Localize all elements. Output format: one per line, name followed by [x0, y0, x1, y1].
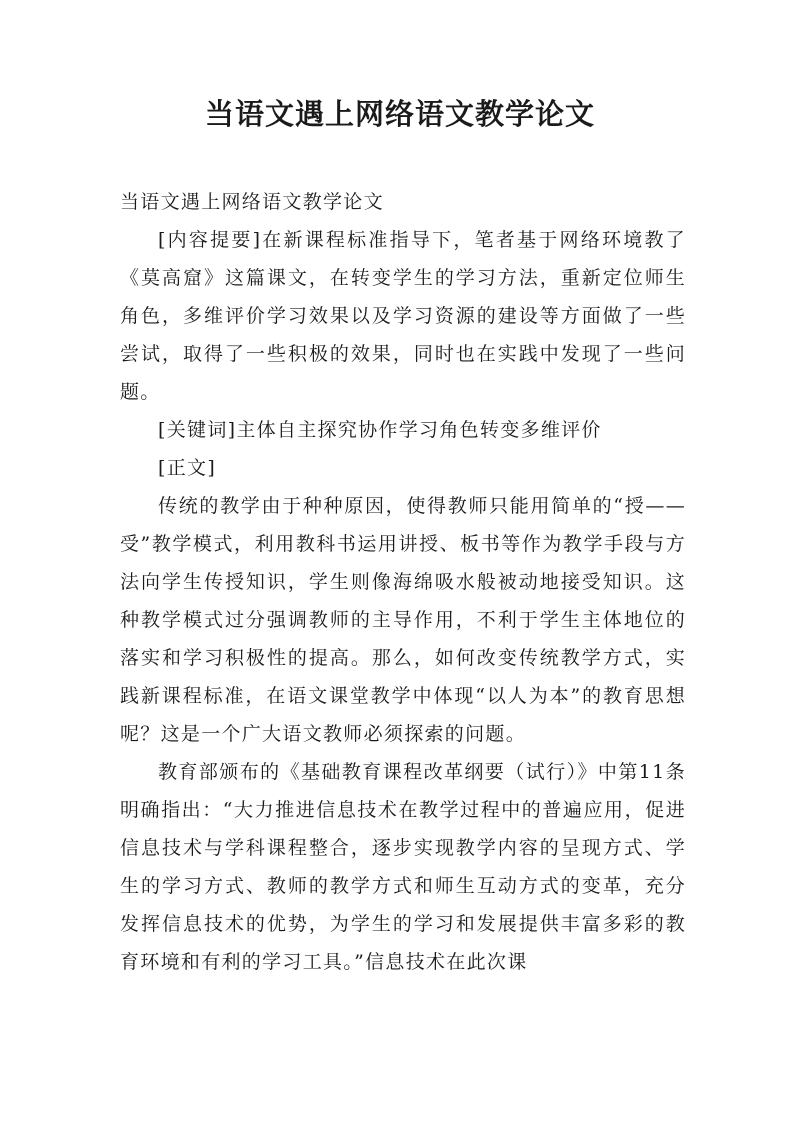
document-body	[120, 183, 686, 981]
document-title: 当语文遇上网络语文教学论文	[204, 97, 595, 131]
paragraph: [关键词]主体自主探究协作学习角色转变多维评价	[158, 419, 602, 441]
paragraph: 当语文遇上网络语文教学论文	[120, 191, 384, 213]
paragraph: [内容提要]在新课程标准指导下，笔者基于网络环境教了《莫高窟》这篇课文，在转变学生的学习方法，重新定位师生角色，多维评价学习效果以及学习资源的建设等方面做了一些尝试，取得了一些积极的效果，同时也在实践中发现了一些问题。	[120, 229, 686, 403]
paragraph: [正文]	[158, 457, 217, 479]
paragraph: 传统的教学由于种种原因，使得教师只能用简单的“授——受”教学模式，利用教科书运用讲授、板书等作为教学手段与方法向学生传授知识，学生则像海绵吸水般被动地接受知识。这种教学模式过分强调教师的主导作用，不利于学生主体地位的落实和学习积极性的提高。那么，如何改变传统教学方式，实践新课程标准，在语文课堂教学中体现“以人为本”的教育思想呢？这是一个广大语文教师必须探索的问题。	[120, 495, 686, 745]
paragraph: 教育部颁布的《基础教育课程改革纲要（试行）》中第11条明确指出：“大力推进信息技术在教学过程中的普遍应用，促进信息技术与学科课程整合，逐步实现教学内容的呈现方式、学生的学习方式、教师的教学方式和师生互动方式的变革，充分发挥信息技术的优势，为学生的学习和发展提供丰富多彩的教育环境和有利的学习工具。”信息技术在此次课	[120, 761, 686, 973]
